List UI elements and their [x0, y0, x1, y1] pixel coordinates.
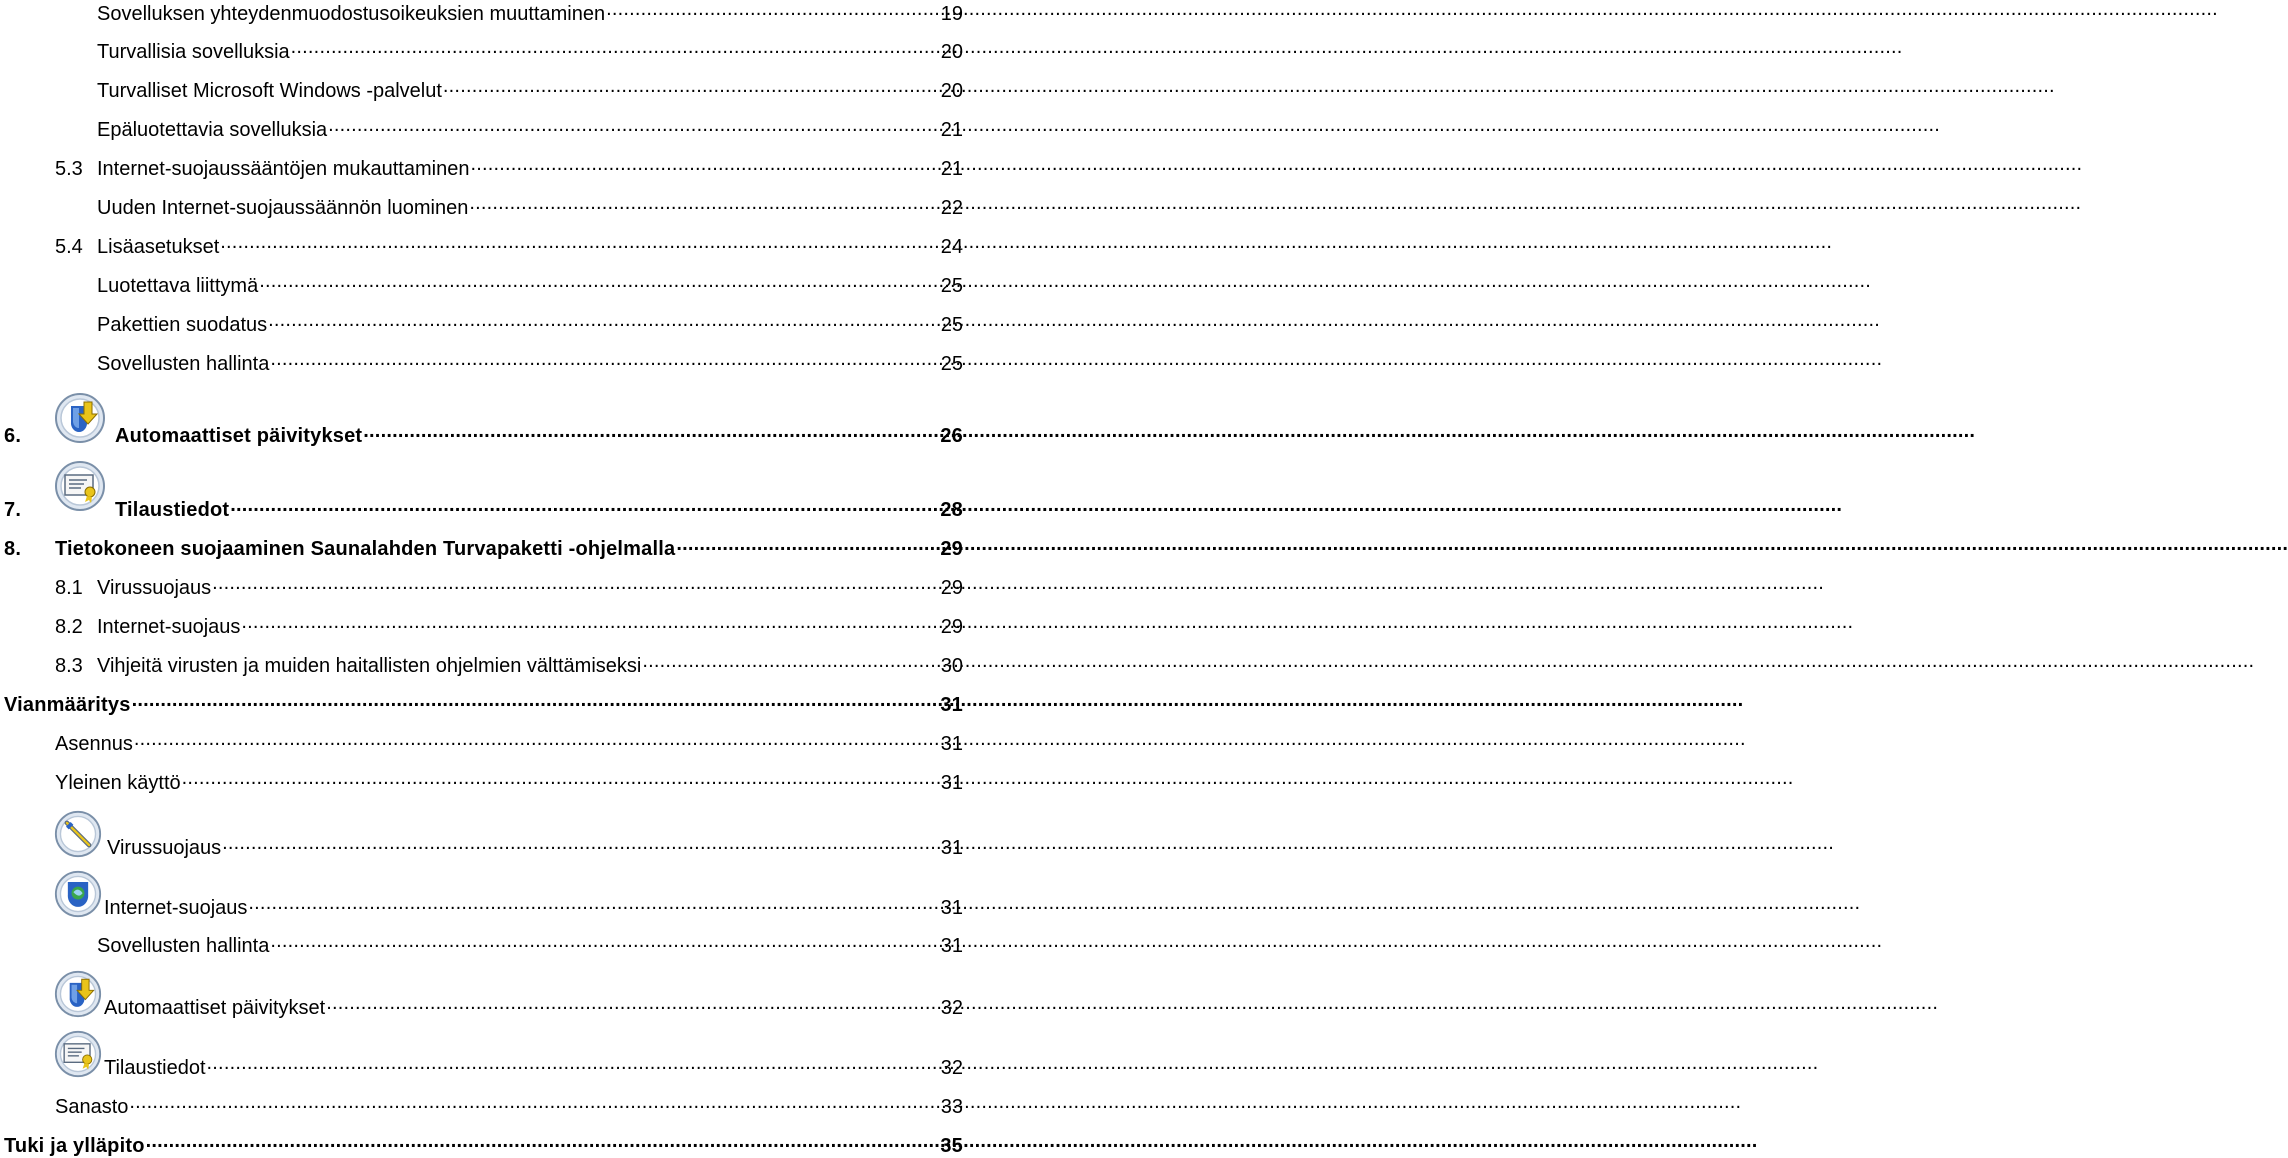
toc-entry-title: Tuki ja ylläpito: [4, 1135, 145, 1157]
leader-dots: [230, 496, 939, 516]
toc-entry-page: 26: [940, 425, 963, 447]
toc-entry-title: Vianmääritys: [4, 694, 131, 716]
toc-entry-page: 28: [940, 499, 963, 521]
toc-chapter[interactable]: [4, 535, 963, 561]
leader-dots: [132, 691, 940, 711]
toc-entry-number: 7.: [4, 499, 22, 521]
leader-dots: [248, 894, 939, 914]
leader-dots: [270, 932, 939, 952]
leader-dots: [220, 233, 939, 253]
toc-entry[interactable]: [104, 1054, 963, 1080]
toc-chapter[interactable]: [4, 422, 963, 448]
leader-dots: [676, 535, 939, 555]
toc-entry-title: Luotettava liittymä: [97, 275, 259, 297]
toc-entry-title: Sovellusten hallinta: [97, 935, 270, 957]
toc-entry-title: Sanasto: [55, 1096, 129, 1118]
toc-entry-page: 31: [940, 733, 963, 755]
toc-entry-number: 8.: [4, 538, 22, 560]
leader-dots: [328, 116, 940, 136]
leader-dots: [129, 1093, 939, 1113]
toc-entry-number: 8.1: [55, 577, 83, 599]
toc-entry-title: Uuden Internet-suojaussäännön luominen: [97, 197, 469, 219]
leader-dots: [182, 769, 940, 789]
toc-entry-page: 31: [940, 897, 963, 919]
toc-entry-page: 30: [940, 655, 963, 677]
toc-entry-title: Sovelluksen yhteydenmuodostusoikeuksien muuttaminen: [97, 3, 606, 25]
toc-entry[interactable]: [55, 574, 963, 600]
toc-entry[interactable]: [97, 77, 963, 103]
toc-entry[interactable]: [97, 272, 963, 298]
toc-entry-page: 31: [940, 694, 963, 716]
toc-entry-title: Internet-suojaussääntöjen mukauttaminen: [97, 158, 470, 180]
toc-entry-title: Epäluotettavia sovelluksia: [97, 119, 328, 141]
virus-protection-icon: [54, 810, 104, 860]
toc-entry-title: Virussuojaus: [97, 577, 212, 599]
toc-entry-number: 6.: [4, 425, 22, 447]
toc-entry-title: Sovellusten hallinta: [97, 353, 270, 375]
toc-entry-title: Vihjeitä virusten ja muiden haitallisten ohjelmien välttämiseksi: [97, 655, 642, 677]
toc-entry-page: 29: [940, 577, 963, 599]
toc-entry-title: Yleinen käyttö: [55, 772, 181, 794]
toc-entry-page: 32: [940, 997, 963, 1019]
toc-entry-page: 24: [940, 236, 963, 258]
toc-entry[interactable]: [104, 994, 963, 1020]
toc-entry[interactable]: [55, 730, 963, 756]
toc-entry-page: 25: [940, 275, 963, 297]
toc-entry-title: Pakettien suodatus: [97, 314, 268, 336]
toc-entry-title: Internet-suojaus: [104, 897, 248, 919]
toc-chapter[interactable]: [4, 691, 963, 717]
leader-dots: [469, 194, 939, 214]
toc-entry[interactable]: [97, 350, 963, 376]
table-of-contents: [0, 0, 963, 1158]
toc-entry[interactable]: [97, 194, 963, 220]
toc-entry[interactable]: [97, 311, 963, 337]
toc-entry[interactable]: [55, 233, 963, 259]
toc-entry-title: Asennus: [55, 733, 133, 755]
leader-dots: [207, 1054, 940, 1074]
leader-dots: [443, 77, 940, 97]
toc-entry-page: 25: [940, 314, 963, 336]
toc-entry-number: 8.3: [55, 655, 83, 677]
toc-entry-page: 25: [940, 353, 963, 375]
toc-entry-number: 5.3: [55, 158, 83, 180]
toc-entry[interactable]: [55, 613, 963, 639]
toc-entry-page: 31: [940, 837, 963, 859]
leader-dots: [146, 1132, 940, 1152]
internet-protection-shield-icon: [54, 870, 104, 920]
toc-chapter[interactable]: [4, 496, 963, 522]
toc-entry-page: 20: [940, 80, 963, 102]
toc-entry[interactable]: [97, 932, 963, 958]
toc-entry-title: Internet-suojaus: [97, 616, 241, 638]
toc-entry-title: Automaattiset päivitykset: [104, 997, 326, 1019]
leader-dots: [470, 155, 939, 175]
leader-dots: [134, 730, 940, 750]
subscription-certificate-icon-small: [54, 1030, 104, 1080]
toc-entry-title: Lisäasetukset: [97, 236, 220, 258]
leader-dots: [222, 834, 940, 854]
toc-entry-page: 31: [940, 935, 963, 957]
toc-entry[interactable]: [97, 38, 963, 64]
leader-dots: [642, 652, 939, 672]
leader-dots: [326, 994, 940, 1014]
toc-entry-title: Virussuojaus: [107, 837, 222, 859]
leader-dots: [606, 0, 940, 20]
toc-entry-page: 21: [940, 158, 963, 180]
leader-dots: [241, 613, 939, 633]
leader-dots: [270, 350, 939, 370]
toc-entry[interactable]: [55, 769, 963, 795]
leader-dots: [212, 574, 940, 594]
leader-dots: [268, 311, 940, 331]
toc-entry-page: 31: [940, 772, 963, 794]
toc-entry-title: Tietokoneen suojaaminen Saunalahden Turvapaketti -ohjelmalla: [55, 538, 676, 560]
toc-entry-title: Turvalliset Microsoft Windows -palvelut: [97, 80, 442, 102]
toc-entry[interactable]: [55, 1093, 963, 1119]
leader-dots: [291, 38, 940, 58]
leader-dots: [259, 272, 940, 292]
toc-entry[interactable]: [97, 116, 963, 142]
toc-entry-page: 29: [940, 616, 963, 638]
toc-entry-page: 22: [940, 197, 963, 219]
toc-entry[interactable]: [97, 0, 963, 26]
toc-entry[interactable]: [55, 652, 963, 678]
toc-entry-number: 5.4: [55, 236, 83, 258]
toc-entry[interactable]: [55, 155, 963, 181]
toc-entry-page: 21: [940, 119, 963, 141]
toc-entry-page: 20: [940, 41, 963, 63]
toc-entry-page: 29: [940, 538, 963, 560]
toc-entry-title: Tilaustiedot: [115, 499, 230, 521]
toc-entry[interactable]: [107, 834, 963, 860]
toc-entry-title: Turvallisia sovelluksia: [97, 41, 290, 63]
toc-entry-page: 32: [940, 1057, 963, 1079]
toc-chapter[interactable]: [4, 1132, 963, 1158]
toc-entry-title: Automaattiset päivitykset: [115, 425, 363, 447]
toc-entry[interactable]: [104, 894, 963, 920]
toc-entry-title: Tilaustiedot: [104, 1057, 206, 1079]
toc-entry-page: 33: [940, 1096, 963, 1118]
leader-dots: [363, 422, 939, 442]
automatic-updates-icon-small: [54, 970, 104, 1020]
toc-entry-page: 19: [940, 3, 963, 25]
toc-entry-page: 35: [940, 1135, 963, 1157]
toc-entry-number: 8.2: [55, 616, 83, 638]
